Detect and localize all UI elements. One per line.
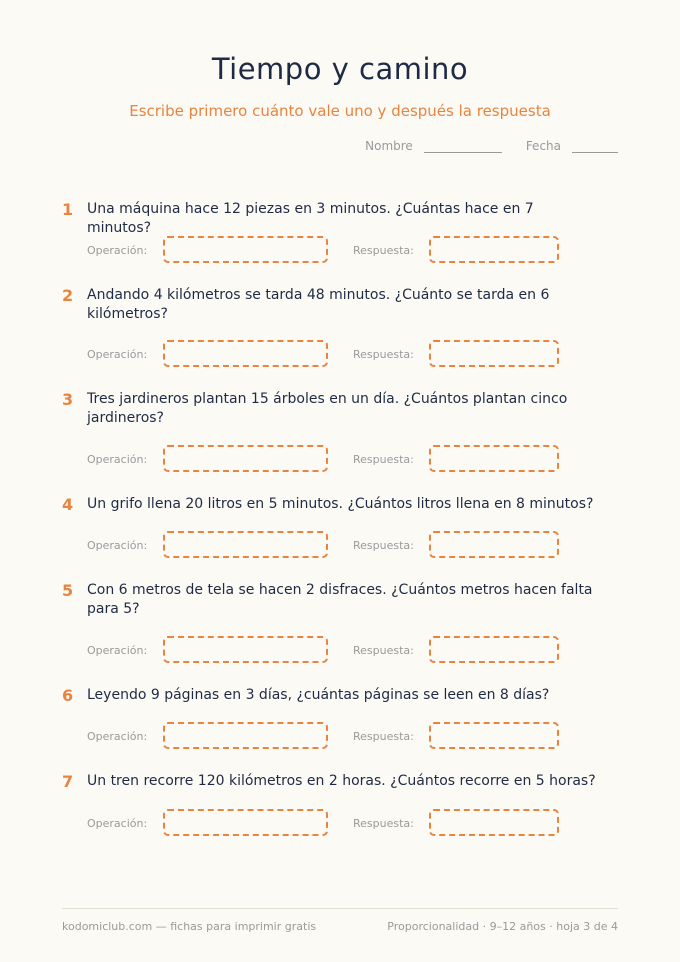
question-3 <box>62 390 622 466</box>
footer-site: kodomiclub.com — fichas para imprimir gratis <box>62 920 317 933</box>
operation-box[interactable] <box>163 236 328 263</box>
question-6 <box>62 686 622 743</box>
answer-row <box>87 722 597 752</box>
answer-box[interactable] <box>429 340 559 367</box>
operation-box[interactable] <box>163 445 328 472</box>
answer-box[interactable] <box>429 636 559 663</box>
answer-label: Respuesta: <box>353 539 414 552</box>
question-number: 7 <box>62 772 74 791</box>
date-label: Fecha <box>525 139 561 153</box>
date-field-line[interactable] <box>572 140 618 153</box>
page-title: Tiempo y camino <box>211 52 469 86</box>
answer-box[interactable] <box>429 445 559 472</box>
answer-row <box>87 531 597 561</box>
operation-box[interactable] <box>163 531 328 558</box>
answer-label: Respuesta: <box>353 244 414 257</box>
operation-label: Operación: <box>87 644 148 657</box>
question-text: Con 6 metros de tela se hacen 2 disfraces. ¿Cuántos metros hacen falta para 5? <box>87 582 593 617</box>
answer-row <box>87 445 597 475</box>
answer-row <box>87 340 597 370</box>
operation-label: Operación: <box>87 244 148 257</box>
answer-row <box>87 636 597 666</box>
question-number: 5 <box>62 581 74 600</box>
operation-box[interactable] <box>163 340 328 367</box>
operation-label: Operación: <box>87 730 148 743</box>
question-2 <box>62 286 622 361</box>
answer-label: Respuesta: <box>353 730 414 743</box>
operation-box[interactable] <box>163 722 328 749</box>
question-number: 4 <box>62 495 74 514</box>
footer-sheet-info: Proporcionalidad · 9–12 años · hoja 3 de 4 <box>387 920 618 933</box>
operation-label: Operación: <box>87 348 148 361</box>
question-1 <box>62 200 622 257</box>
answer-box[interactable] <box>429 531 559 558</box>
operation-label: Operación: <box>87 539 148 552</box>
answer-box[interactable] <box>429 236 559 263</box>
question-5 <box>62 581 622 657</box>
question-4 <box>62 495 622 552</box>
answer-box[interactable] <box>429 722 559 749</box>
student-info <box>365 139 618 153</box>
answer-row <box>87 236 597 266</box>
question-number: 6 <box>62 686 74 705</box>
answer-label: Respuesta: <box>353 644 414 657</box>
question-number: 3 <box>62 390 74 409</box>
answer-label: Respuesta: <box>353 348 414 361</box>
question-text: Una máquina hace 12 piezas en 3 minutos. ¿Cuántas hace en 7 minutos? <box>87 201 534 236</box>
name-field-line[interactable] <box>424 140 502 153</box>
answer-box[interactable] <box>429 809 559 836</box>
page-subtitle: Escribe primero cuánto vale uno y después la respuesta <box>129 102 551 120</box>
question-text: Un grifo llena 20 litros en 5 minutos. ¿Cuántos litros llena en 8 minutos? <box>87 496 594 512</box>
question-text: Leyendo 9 páginas en 3 días, ¿cuántas páginas se leen en 8 días? <box>87 687 550 703</box>
name-label: Nombre <box>365 139 413 153</box>
question-text: Un tren recorre 120 kilómetros en 2 horas. ¿Cuántos recorre en 5 horas? <box>87 773 596 789</box>
answer-row <box>87 809 597 839</box>
question-text: Andando 4 kilómetros se tarda 48 minutos. ¿Cuánto se tarda en 6 kilómetros? <box>87 287 550 322</box>
operation-label: Operación: <box>87 817 148 830</box>
operation-label: Operación: <box>87 453 148 466</box>
answer-label: Respuesta: <box>353 453 414 466</box>
question-7 <box>62 772 622 830</box>
question-number: 1 <box>62 200 74 219</box>
question-text: Tres jardineros plantan 15 árboles en un día. ¿Cuántos plantan cinco jardineros? <box>87 391 568 426</box>
footer-divider <box>62 908 618 909</box>
operation-box[interactable] <box>163 636 328 663</box>
question-number: 2 <box>62 286 74 305</box>
answer-label: Respuesta: <box>353 817 414 830</box>
operation-box[interactable] <box>163 809 328 836</box>
